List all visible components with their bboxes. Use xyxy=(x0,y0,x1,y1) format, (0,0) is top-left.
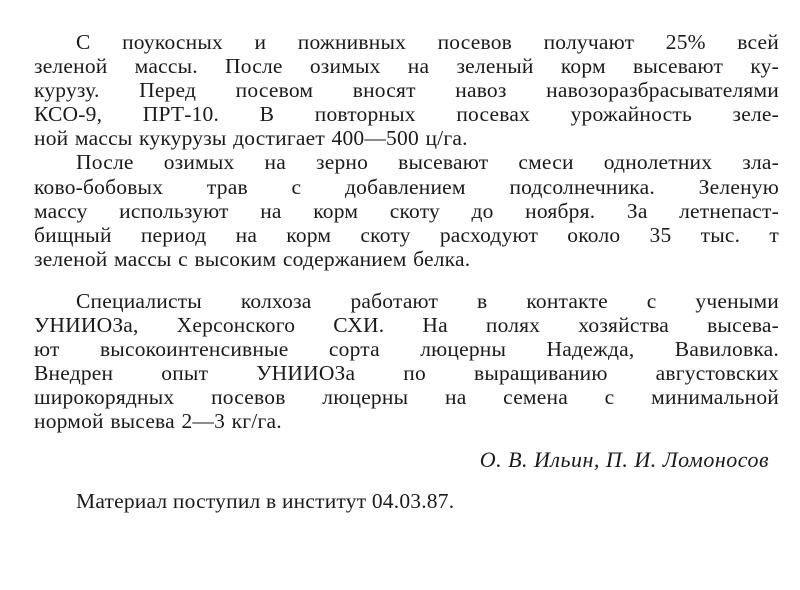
text-line: Специалисты колхоза работают в контакте с учеными xyxy=(76,288,779,313)
text-line: УНИИОЗа, Херсонского СХИ. На полях хозяйства высева- xyxy=(34,313,779,338)
text-line: нормой высева 2—3 кг/га. xyxy=(34,409,282,434)
paragraph-2 xyxy=(34,150,779,270)
text-line: ной массы кукурузы достигает 400—500 ц/га. xyxy=(34,126,468,151)
text-line: курузу. Перед посевом вносят навоз навозоразбрасывателями xyxy=(34,78,779,103)
received-date-note: Материал поступил в институт 04.03.87. xyxy=(76,488,455,513)
text-line: Внедрен опыт УНИИОЗа по выращиванию августовских xyxy=(34,361,779,386)
text-line: ют высокоинтенсивные сорта люцерны Надежда, Вавиловка. xyxy=(34,337,779,362)
document-page xyxy=(34,30,779,514)
text-line: широкорядных посевов люцерны на семена с минимальной xyxy=(34,385,779,410)
text-line: После озимых на зерно высевают смеси однолетних зла- xyxy=(76,150,779,175)
text-line: С поукосных и пожнивных посевов получают 25% всей xyxy=(76,30,779,54)
text-line: зеленой массы. После озимых на зеленый корм высевают ку- xyxy=(34,54,779,79)
text-line: зеленой массы с высоким содержанием белка. xyxy=(34,246,471,271)
author-signature: О. В. Ильин, П. И. Ломоносов xyxy=(479,446,769,472)
text-line: ково-бобовых трав с добавлением подсолнечника. Зеленую xyxy=(34,174,779,199)
paragraph-1 xyxy=(34,30,779,150)
paragraph-3 xyxy=(34,289,779,434)
text-line: КСО-9, ПРТ-10. В повторных посевах урожайность зеле- xyxy=(34,102,779,127)
paragraph-gap xyxy=(34,271,779,289)
text-line: бищный период на корм скоту расходуют около 35 тыс. т xyxy=(34,222,779,247)
text-line: массу используют на корм скоту до ноября. За летнепаст- xyxy=(34,198,779,223)
